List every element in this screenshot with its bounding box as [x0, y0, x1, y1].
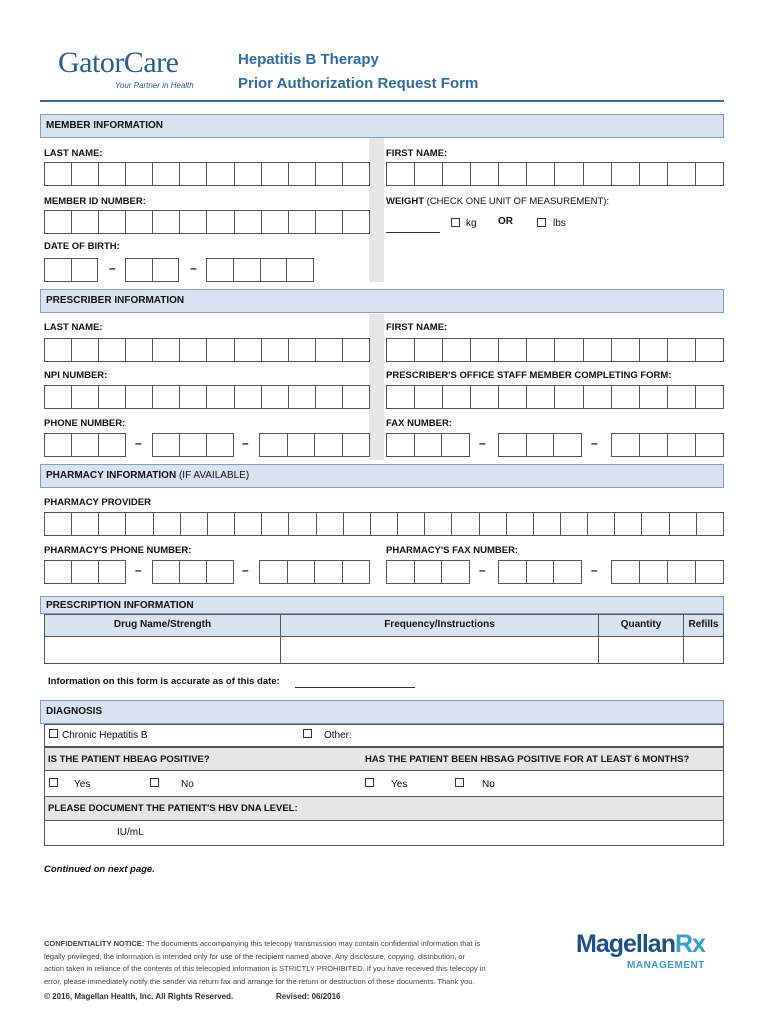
hbsag-yes-checkbox[interactable] [365, 778, 374, 787]
member-id-field[interactable] [44, 210, 370, 234]
member-last-name-field[interactable] [44, 162, 370, 186]
pharmacy-fax-prefix[interactable] [498, 560, 582, 584]
frequency-cell[interactable] [281, 637, 599, 664]
confidentiality-notice: CONFIDENTIALITY NOTICE: The documents accompanying this telecopy transmission may contain confidential information that is legally privileged; the information is intended only for use of the recipient named above. Any disclosure, copying, distribution, or action taken in reliance of the contents of this telecopied information is STRICTLY PROHIBITED. If you have received this telecopy in error, please immediately notify the sender via return fax and arrange for the return or destruction of these documents. Thank you. [44, 939, 486, 986]
magellan-management-label: MANAGEMENT [627, 960, 705, 971]
pharmacy-phone-label: PHARMACY'S PHONE NUMBER: [44, 545, 192, 556]
accurate-date-input[interactable] [295, 687, 415, 688]
dob-dash: – [190, 261, 197, 275]
prescriber-first-name-label: FIRST NAME: [386, 322, 448, 333]
dob-month-field[interactable] [44, 258, 98, 282]
hbsag-question: HAS THE PATIENT BEEN HBSAG POSITIVE FOR AT LEAST 6 MONTHS? [365, 754, 690, 765]
member-first-name-field[interactable] [386, 162, 724, 186]
member-id-label: MEMBER ID NUMBER: [44, 196, 146, 207]
quantity-cell[interactable] [599, 637, 684, 664]
hbsag-yes-label: Yes [391, 779, 408, 790]
form-title-line1: Hepatitis B Therapy [238, 51, 379, 68]
fax-label: FAX NUMBER: [386, 418, 452, 429]
section-diagnosis: DIAGNOSIS [40, 700, 724, 724]
lbs-checkbox[interactable] [537, 218, 546, 227]
hbeag-yes-label: Yes [74, 779, 91, 790]
section-pharmacy: PHARMACY INFORMATION (IF AVAILABLE) [40, 464, 724, 488]
fax-dash: – [479, 436, 486, 450]
hbeag-no-checkbox[interactable] [150, 778, 159, 787]
pharmacy-phone-prefix[interactable] [152, 560, 234, 584]
hbeag-yes-checkbox[interactable] [49, 778, 58, 787]
prescriber-last-name-label: LAST NAME: [44, 322, 103, 333]
phone-line-field[interactable] [259, 433, 370, 457]
dob-day-field[interactable] [125, 258, 179, 282]
copyright: © 2016, Magellan Health, Inc. All Rights Reserved. [44, 992, 234, 1001]
dob-label: DATE OF BIRTH: [44, 241, 120, 252]
section-prescription: PRESCRIPTION INFORMATION [40, 596, 724, 614]
revised-date: Revised: 06/2016 [276, 992, 341, 1001]
pharmacy-phone-dash: – [242, 563, 249, 577]
continued-note: Continued on next page. [44, 864, 155, 875]
hbsag-no-label: No [482, 779, 495, 790]
column-divider [369, 314, 384, 460]
column-divider [369, 138, 384, 282]
kg-checkbox[interactable] [451, 218, 460, 227]
pharmacy-phone-dash: – [135, 563, 142, 577]
other-label: Other: [324, 730, 352, 741]
pharmacy-phone-area[interactable] [44, 560, 126, 584]
dna-label: PLEASE DOCUMENT THE PATIENT'S HBV DNA LEVEL: [48, 803, 298, 814]
weight-input[interactable] [386, 232, 440, 233]
gatorcare-logo: GatorCare [58, 46, 179, 79]
fax-prefix-field[interactable] [498, 433, 582, 457]
pharmacy-fax-area[interactable] [386, 560, 470, 584]
accurate-date-label: Information on this form is accurate as of this date: [48, 676, 280, 687]
npi-label: NPI NUMBER: [44, 370, 108, 381]
phone-dash: – [135, 436, 142, 450]
drug-cell[interactable] [45, 637, 281, 664]
dna-unit: IU/mL [117, 827, 144, 838]
other-checkbox[interactable] [303, 729, 312, 738]
refills-column-header: Refills [688, 619, 719, 630]
phone-prefix-field[interactable] [152, 433, 234, 457]
refills-cell[interactable] [684, 637, 723, 664]
quantity-column-header: Quantity [599, 615, 684, 636]
prescriber-first-name-field[interactable] [386, 338, 724, 362]
staff-label: PRESCRIBER'S OFFICE STAFF MEMBER COMPLETING FORM: [386, 370, 672, 381]
pharmacy-fax-dash: – [591, 563, 598, 577]
staff-field[interactable] [386, 385, 724, 409]
pharmacy-fax-line[interactable] [611, 560, 724, 584]
hbsag-no-checkbox[interactable] [455, 778, 464, 787]
prescription-table [44, 614, 724, 664]
section-member: MEMBER INFORMATION [40, 114, 724, 138]
prescriber-last-name-field[interactable] [44, 338, 370, 362]
phone-label: PHONE NUMBER: [44, 418, 126, 429]
chronic-label: Chronic Hepatitis B [62, 730, 148, 741]
fax-dash: – [591, 436, 598, 450]
hbeag-no-label: No [181, 779, 194, 790]
pharmacy-provider-label: PHARMACY PROVIDER [44, 497, 151, 508]
hbeag-question: IS THE PATIENT HBEAG POSITIVE? [48, 754, 210, 765]
lbs-label: lbs [553, 218, 566, 229]
answers-row [44, 771, 724, 797]
dob-dash: – [109, 261, 116, 275]
or-label: OR [498, 216, 513, 227]
member-last-name-label: LAST NAME: [44, 148, 103, 159]
pharmacy-phone-line[interactable] [259, 560, 370, 584]
dob-year-field[interactable] [206, 258, 314, 282]
kg-label: kg [466, 218, 477, 229]
fax-line-field[interactable] [611, 433, 724, 457]
member-first-name-label: FIRST NAME: [386, 148, 448, 159]
logo-tagline: Your Partner in Health [115, 81, 194, 90]
header-rule [40, 100, 724, 102]
drug-column-header: Drug Name/Strength [45, 615, 281, 636]
fax-area-field[interactable] [386, 433, 470, 457]
phone-area-field[interactable] [44, 433, 126, 457]
weight-label: WEIGHT (CHECK ONE UNIT OF MEASUREMENT): [386, 196, 610, 207]
magellan-rx-logo: MagellanRx [576, 930, 705, 958]
frequency-column-header: Frequency/Instructions [281, 615, 599, 636]
chronic-checkbox[interactable] [49, 729, 58, 738]
section-prescriber: PRESCRIBER INFORMATION [40, 289, 724, 313]
pharmacy-fax-label: PHARMACY'S FAX NUMBER: [386, 545, 519, 556]
pharmacy-provider-field[interactable] [44, 512, 724, 536]
form-title-line2: Prior Authorization Request Form [238, 75, 479, 92]
dna-row[interactable] [44, 821, 724, 846]
pharmacy-fax-dash: – [479, 563, 486, 577]
npi-field[interactable] [44, 385, 370, 409]
phone-dash: – [242, 436, 249, 450]
